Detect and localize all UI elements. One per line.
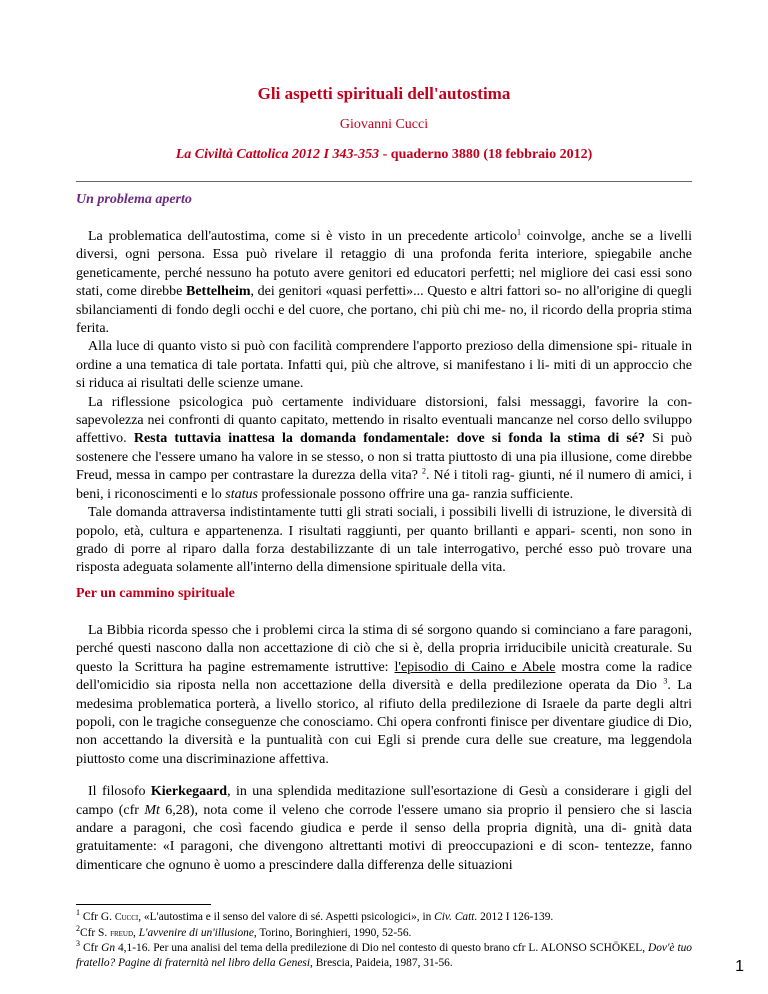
paragraph: La problematica dell'autostima, come si è visto in un precedente articolo$^1$ coinvolge, anche se a livelli diversi, ogni persona. Essa può rivelare il retaggio di una profonda ferita interiore, spiegabile anche geneticamente, perché nessuno ha potuto avere genitori ed educatori perfetti; nel migliore dei casi essi sono stati, come direbbe Bettelheim, dei genitori «quasi perfetti»... Questo e altri fattori so- no all'origine di quegli sbilanciamenti di fondo degli occhi e del cuore, che portano, chi più chi me- no, il ricordo della propria stima ferita. bbox=[76, 227, 692, 337]
footnote-2: $^2$Cfr S. freud, L'avvenire di un'illusione, Torino, Boringhieri, 1990, 52-56. bbox=[76, 923, 412, 939]
footnote-ref[interactable]: 3 bbox=[663, 676, 668, 686]
section-heading-problem: Un problema aperto bbox=[76, 192, 192, 207]
author-name: Giovanni Cucci bbox=[339, 117, 429, 132]
paragraph: Il filosofo Kierkegaard, in una splendida meditazione sull'esortazione di Gesù a considerare i gigli del campo (cfr Mt 6,28), nota come il veleno che corrode l'essere umano sia proprio il pensiero che si lascia andare a paragoni, che così facendo giudica e perde il senso della propria dignità, una di- gnità data gratuitamente: «I paragoni, che divengono altrettanti motivi di preoccupazioni e di scon- tentezze, fanno dimenticare che ognuno è uomo a prescindere dalla differenza delle situazioni bbox=[76, 784, 692, 873]
paragraph: Alla luce di quanto visto si può con facilità comprendere l'apporto prezioso della dimensione spi- rituale in ordine a una tematica di tale portata. Infatti qui, più che altrove, si manifestano i li- miti di un approccio che si riduca ai risultati delle scienze umane. bbox=[76, 339, 692, 392]
section-problem-body bbox=[76, 228, 692, 578]
footnote-ref[interactable]: 1 bbox=[516, 227, 521, 237]
cain-abel-link[interactable]: l'episodio di Caino e Abele bbox=[394, 659, 556, 675]
source-citation bbox=[0, 147, 768, 163]
issue-reference: - quaderno 3880 (18 febbraio 2012) bbox=[379, 147, 593, 162]
section-spiritual-body bbox=[76, 622, 692, 875]
footnote-divider bbox=[76, 904, 211, 905]
section-heading-spiritual-path: Per un cammino spirituale bbox=[76, 586, 235, 601]
footnote-ref[interactable]: 2 bbox=[421, 466, 426, 476]
footnote-3: $^3$ Cfr Gn 4,1-16. Per una analisi del tema della predilezione di Dio nel contesto di questo brano cfr L. ALONSO SCHÖKEL, Dov'è tuo fratello? Pagine di fraternità nel libro della Genesi, Brescia, Paideia, 1987, 31-56. bbox=[76, 939, 692, 969]
document-title: Gli aspetti spirituali dell'autostima bbox=[257, 84, 511, 103]
journal-reference: La Civiltà Cattolica 2012 I 343-353 bbox=[175, 147, 380, 162]
paragraph: La Bibbia ricorda spesso che i problemi circa la stima di sé sorgono quando si cominciano a fare paragoni, perché questi nascono dalla non accettazione di ciò che si è, della propria irriducibile unicità creaturale. Su questo la Scrittura ha pagine estremamente istruttive: l'episodio di Caino e Abele mostra come la radice dell'omicidio sia riposta nella non accettazione della diversità e della predilezione operata da Dio $^3$. La medesima problematica porterà, a livello storico, al rifiuto della predilezione di Israele da parte degli altri popoli, con le tragiche conseguenze che conosciamo. Chi opera confronti finisce per diventare giudice di Dio, non accettando la diversità e la puntualità con cui Egli si prende cura delle sue creature, ma leggendola piuttosto come una discriminazione affettiva. bbox=[76, 623, 693, 767]
footnotes bbox=[76, 910, 692, 970]
paragraph: La riflessione psicologica può certamente individuare distorsioni, falsi messaggi, favorire la con- sapevolezza nei confronti di quanto capitato, mettendo in risalto eventuali mancanze nel corso dello sviluppo affettivo. Resta tuttavia inattesa la domanda fondamentale: dove si fonda la stima di sé? Si può sostenere che l'essere umano ha valore in se stesso, o non si tratta piuttosto di una pia illusione, come direbbe Freud, messa in campo per contrastare la durezza della vita? $^2$. Né i titoli rag- giunti, né il numero di amici, i beni, i riconoscimenti e lo status professionale possono offrire una ga- ranzia sufficiente. bbox=[76, 394, 692, 502]
footnote-1: $^1$ Cfr G. Cucci, «L'autostima e il senso del valore di sé. Aspetti psicologici», in Civ. Catt. 2012 I 126-139. bbox=[76, 908, 554, 923]
header-divider bbox=[76, 181, 692, 182]
paragraph: Tale domanda attraversa indistintamente tutti gli strati sociali, i possibili livelli di istruzione, le diversità di popolo, età, cultura e appartenenza. I risultati raggiunti, per quanto brillanti e appari- scenti, non sono in grado di porre al riparo dalla forza destabilizzante di un tale interrogativo, perché esso può trovare una risposta adeguata solamente all'interno della dimensione spirituale della vita. bbox=[76, 505, 692, 576]
page-number: 1 bbox=[735, 958, 744, 975]
